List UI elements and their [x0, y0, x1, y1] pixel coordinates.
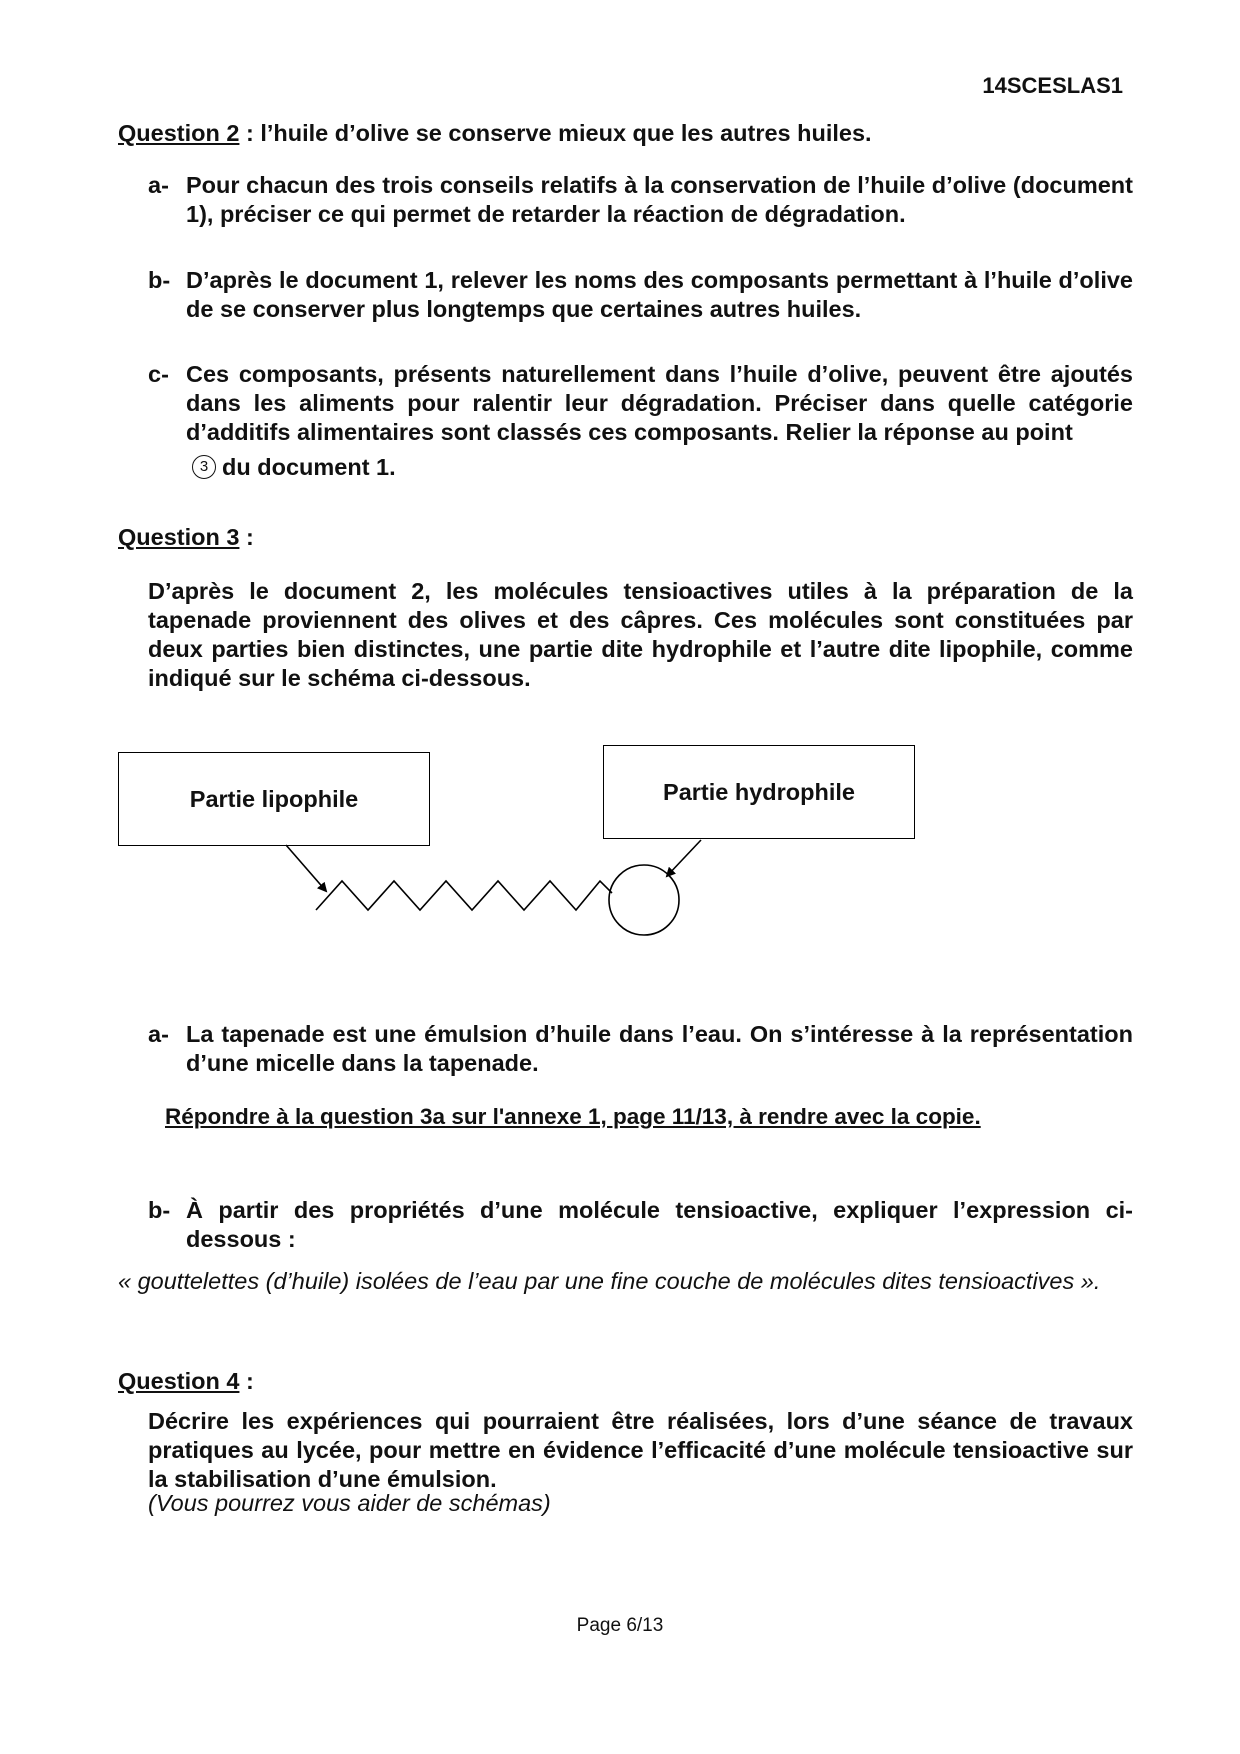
page-number: Page 6/13	[576, 1615, 664, 1636]
question-2-heading: Question 2 : l’huile d’olive se conserve mieux que les autres huiles.	[118, 120, 872, 146]
question-4-heading: Question 4 :	[118, 1368, 254, 1394]
question-3b: b- À partir des propriétés d’une molécule tensioactive, expliquer l’expression ci-dessous :	[148, 1197, 1133, 1252]
question-2a-text: Pour chacun des trois conseils relatifs à la conservation de l’huile d’olive (document 1), préciser ce qui permet de retarder la réaction de dégradation.	[186, 172, 1133, 227]
question-2b: b- D’après le document 1, relever les noms des composants permettant à l’huile d’olive de se conserver plus longtemps que certaines autres huiles.	[148, 267, 1133, 322]
lipophile-chain	[316, 881, 612, 910]
question-4-hint: (Vous pourrez vous aider de schémas)	[148, 1490, 551, 1516]
question-2-title: l’huile d’olive se conserve mieux que les autres huiles.	[253, 120, 872, 146]
question-3-intro: D’après le document 2, les molécules tensioactives utiles à la préparation de la tapenade proviennent des olives et des câpres. Ces molécules sont constituées par deux parties bien distinctes, une partie dite hydrophile et l’autre dite lipophile, comme indiqué sur le schéma ci-dessous.	[148, 578, 1133, 691]
question-2c-text: Ces composants, présents naturellement dans l’huile d’olive, peuvent être ajoutés dans les aliments pour ralentir leur dégradation. Préciser dans quelle catégorie d’additifs alimentaires sont classés ces composants. Relier la réponse au point	[186, 361, 1133, 445]
hydrophile-box: Partie hydrophile	[603, 745, 915, 839]
lipophile-arrow	[286, 845, 326, 891]
question-3b-text: À partir des propriétés d’une molécule tensioactive, expliquer l’expression ci-dessous :	[186, 1197, 1133, 1252]
question-3a: a- La tapenade est une émulsion d’huile dans l’eau. On s’intéresse à la représentation d’une micelle dans la tapenade.	[148, 1021, 1133, 1076]
question-3-label: Question 3	[118, 524, 240, 550]
question-2c: c- Ces composants, présents naturellement dans l’huile d’olive, peuvent être ajoutés dans les aliments pour ralentir leur dégradation. Préciser dans quelle catégorie d’additifs alimentaires sont classés ces composants. Relier la réponse au point 3 du document 1.	[148, 361, 1133, 480]
circled-number-icon: 3	[192, 455, 216, 479]
document-code: 14SCESLAS1	[982, 73, 1123, 98]
question-2b-text: D’après le document 1, relever les noms des composants permettant à l’huile d’olive de se conserver plus longtemps que certaines autres huiles.	[186, 267, 1133, 322]
question-2a: a- Pour chacun des trois conseils relatifs à la conservation de l’huile d’olive (document 1), préciser ce qui permet de retarder la réaction de dégradation.	[148, 172, 1133, 227]
question-4-text: Décrire les expériences qui pourraient être réalisées, lors d’une séance de travaux pratiques au lycée, pour mettre en évidence l’efficacité d’une molécule tensioactive sur la stabilisation d’une émulsion.	[148, 1408, 1133, 1492]
question-2c-tail: 3 du document 1.	[186, 453, 1133, 482]
question-2-label: Question 2	[118, 120, 240, 146]
question-3a-text: La tapenade est une émulsion d’huile dans l’eau. On s’intéresse à la représentation d’une micelle dans la tapenade.	[186, 1021, 1133, 1076]
hydrophile-arrow	[667, 840, 701, 876]
question-4-label: Question 4	[118, 1368, 240, 1394]
question-3-heading: Question 3 :	[118, 524, 254, 550]
lipophile-box: Partie lipophile	[118, 752, 430, 846]
quote: « gouttelettes (d’huile) isolées de l’eau par une fine couche de molécules dites tensioactives ».	[118, 1268, 1101, 1294]
annex-instruction: Répondre à la question 3a sur l'annexe 1, page 11/13, à rendre avec la copie.	[165, 1104, 981, 1129]
